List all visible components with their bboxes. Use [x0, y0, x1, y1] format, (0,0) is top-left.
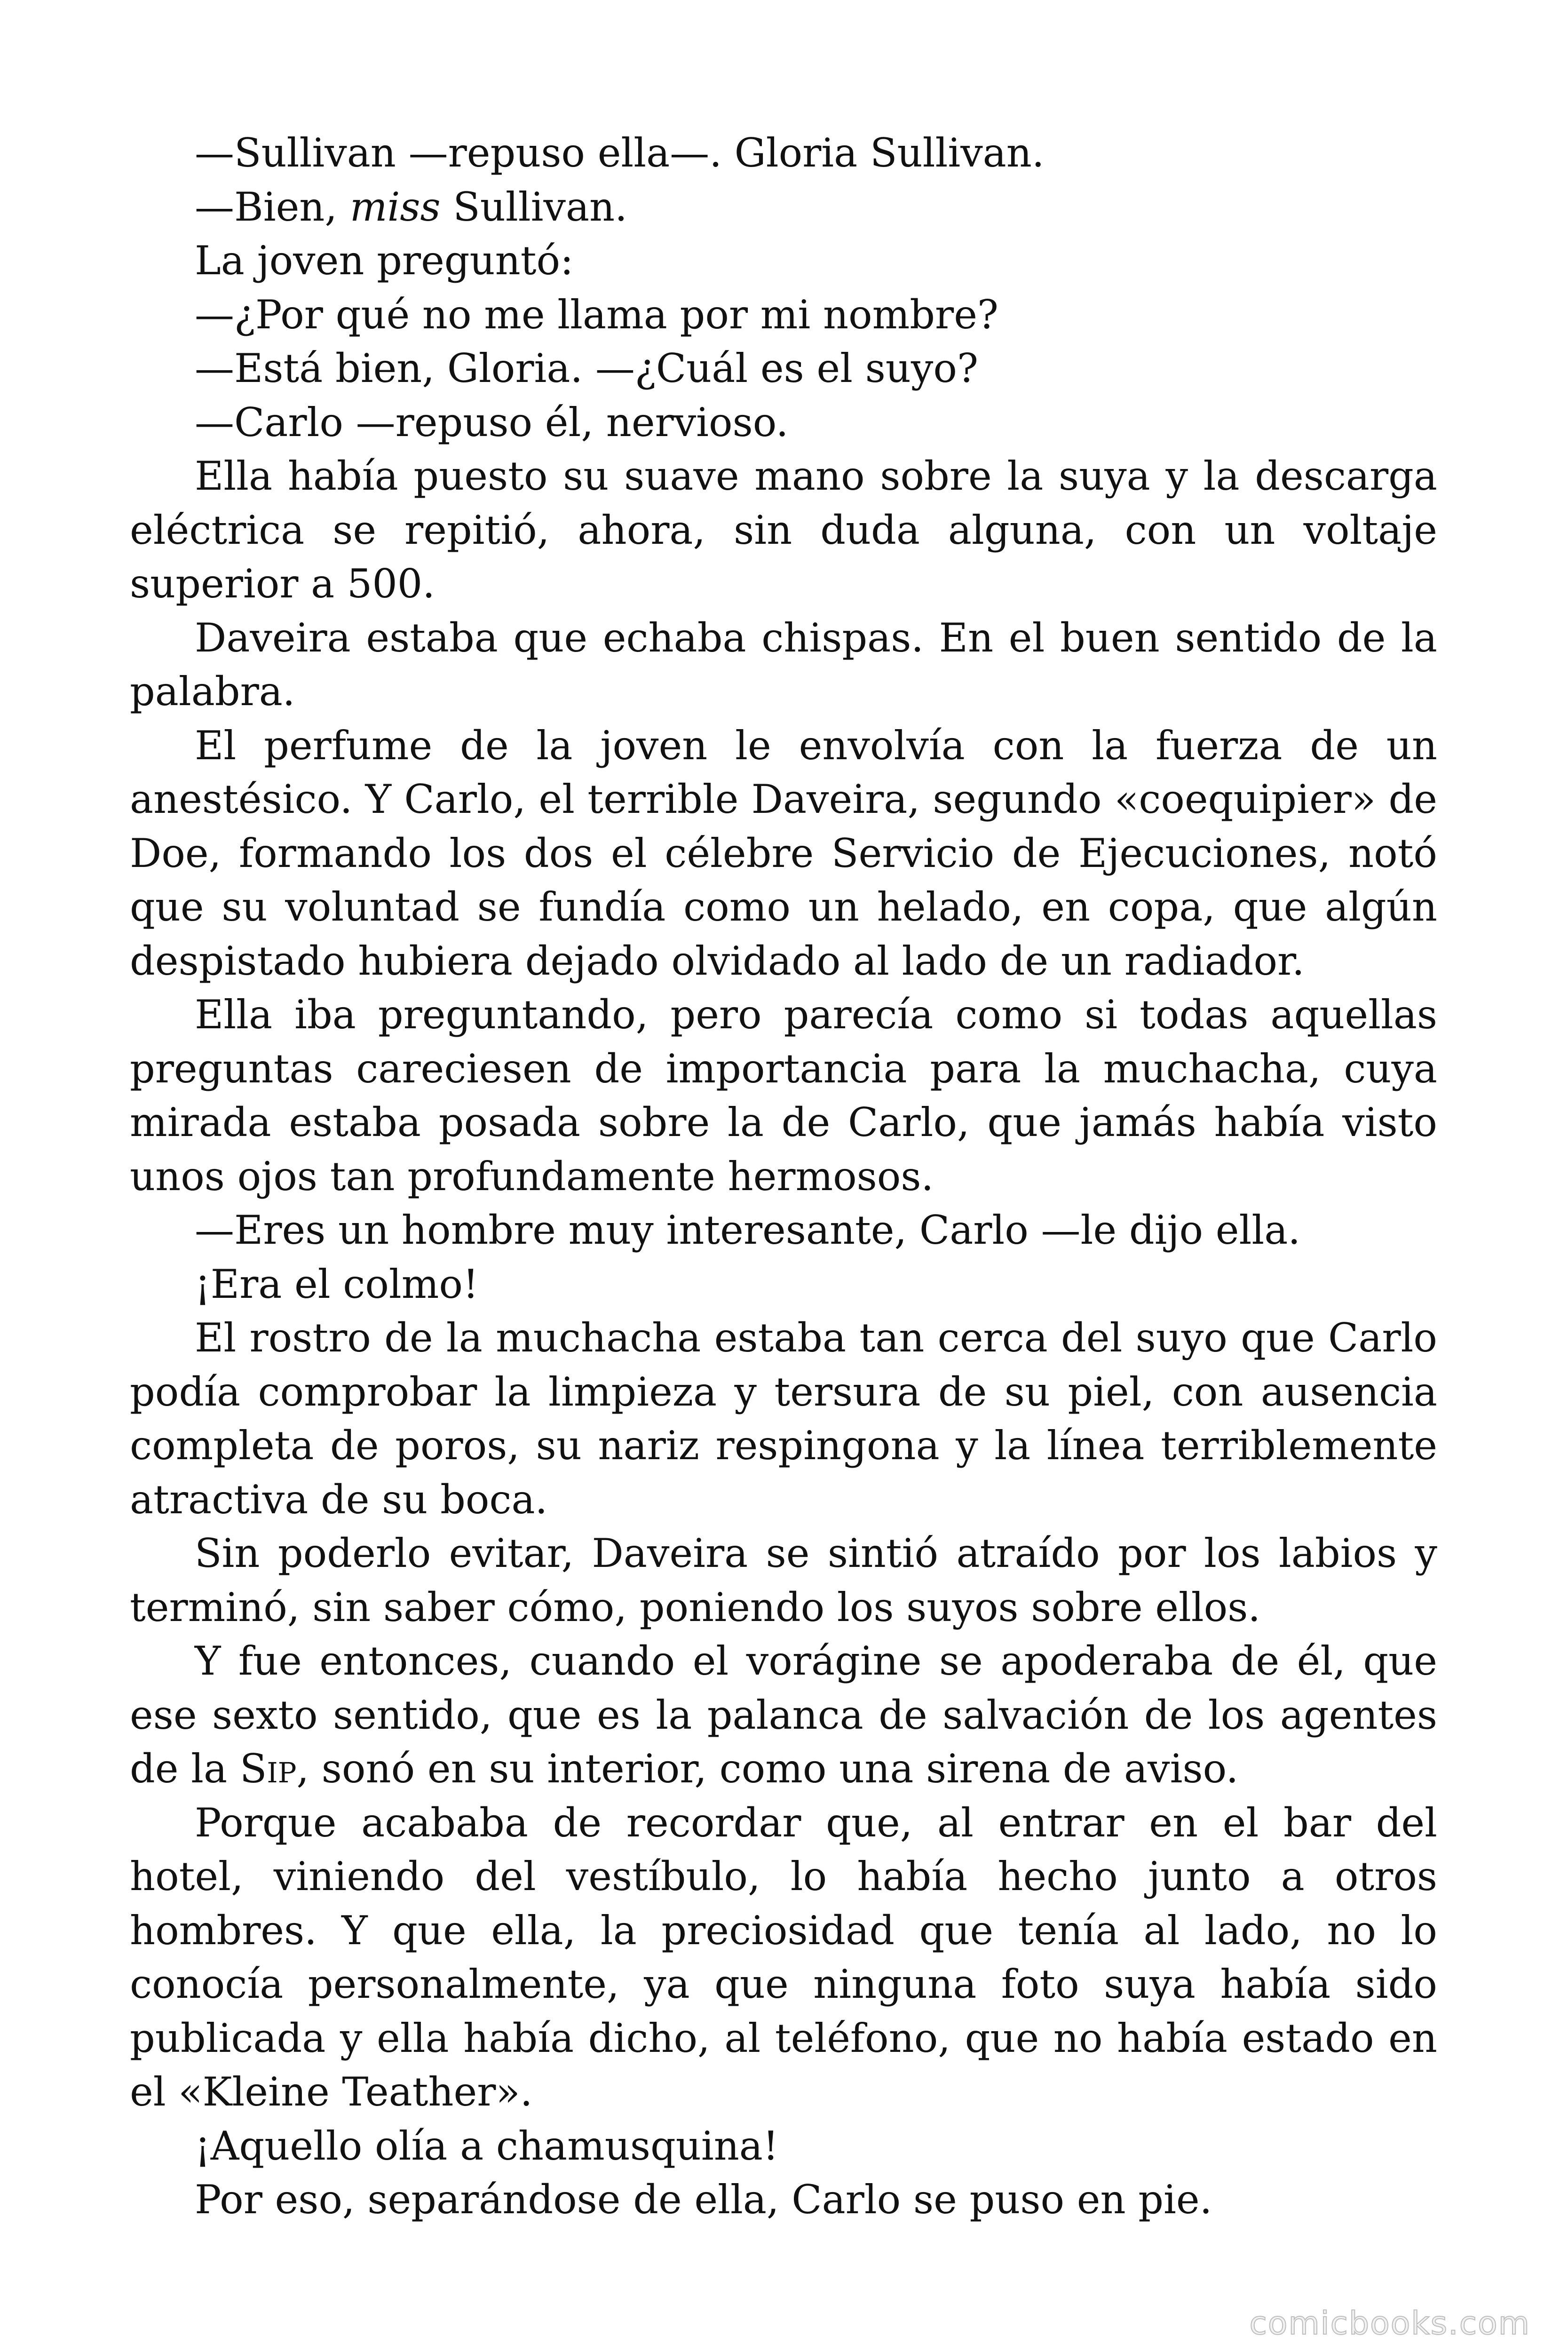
text-run: Sullivan. [453, 183, 627, 230]
paragraph [130, 180, 1437, 234]
paragraph: El rostro de la muchacha estaba tan cerca del suyo que Carlo podía comprobar la limpieza y tersura de su piel, con ausencia completa de poros, su nariz respingona y la línea terriblemente atractiva de su boca. [130, 1315, 1437, 1523]
paragraph: —¿Por qué no me llama por mi nombre? [195, 291, 998, 338]
paragraph: El perfume de la joven le envolvía con la fuerza de un anestésico. Y Carlo, el terrible Daveira, segundo «coequipier» de Doe, formando los dos el célebre Servicio de Ejecuciones, notó que su voluntad se fundía como un helado, en copa, que algún despistado hubiera dejado olvidado al lado de un radiador. [130, 722, 1437, 984]
paragraph: —Eres un hombre muy interesante, Carlo —le dijo ella. [195, 1207, 1301, 1253]
paragraph: ¡Era el colmo! [195, 1261, 479, 1307]
text-run: —Bien, [195, 183, 350, 230]
italic-word: miss [349, 183, 441, 230]
paragraph: —Sullivan —repuso ella—. Gloria Sullivan. [195, 130, 1045, 176]
paragraph: Porque acababa de recordar que, al entrar en el bar del hotel, viniendo del vestíbulo, lo había hecho junto a otros hombres. Y que ella, la preciosidad que tenía al lado, no lo conocía personalmente, ya que ninguna foto suya había sido publicada y ella había dicho, al teléfono, que no había estado en el «Kleine Teather». [130, 1799, 1437, 2115]
text-run: , sonó en su interior, como una sirena de aviso. [296, 1746, 1239, 1792]
paragraph: Sin poderlo evitar, Daveira se sintió atraído por los labios y terminó, sin saber cómo, poniendo los suyos sobre ellos. [130, 1530, 1437, 1630]
book-page [130, 126, 1437, 2223]
small-caps-word: Sip [239, 1746, 297, 1792]
paragraph: La joven preguntó: [195, 238, 574, 284]
paragraph: —Está bien, Gloria. —¿Cuál es el suyo? [195, 345, 978, 391]
watermark: comicbooks.com [1249, 2305, 1530, 2342]
paragraph [130, 1634, 1437, 1796]
paragraph: —Carlo —repuso él, nervioso. [195, 399, 789, 445]
paragraph: Daveira estaba que echaba chispas. En el buen sentido de la palabra. [130, 614, 1437, 715]
paragraph: Ella había puesto su suave mano sobre la suya y la descarga eléctrica se repitió, ahora, sin duda alguna, con un voltaje superior a 500. [130, 453, 1437, 607]
text-run: Y fue entonces, cuando el vorágine se apoderaba de él, que ese sexto sentido, que es la palanca de salvación de los agentes de la [130, 1638, 1437, 1792]
paragraph: ¡Aquello olía a chamusquina! [195, 2122, 779, 2169]
paragraph: Por eso, separándose de ella, Carlo se puso en pie. [195, 2177, 1212, 2223]
paragraph: Ella iba preguntando, pero parecía como si todas aquellas preguntas careciesen de importancia para la muchacha, cuya mirada estaba posada sobre la de Carlo, que jamás había visto unos ojos tan profundamente hermosos. [130, 992, 1437, 1200]
